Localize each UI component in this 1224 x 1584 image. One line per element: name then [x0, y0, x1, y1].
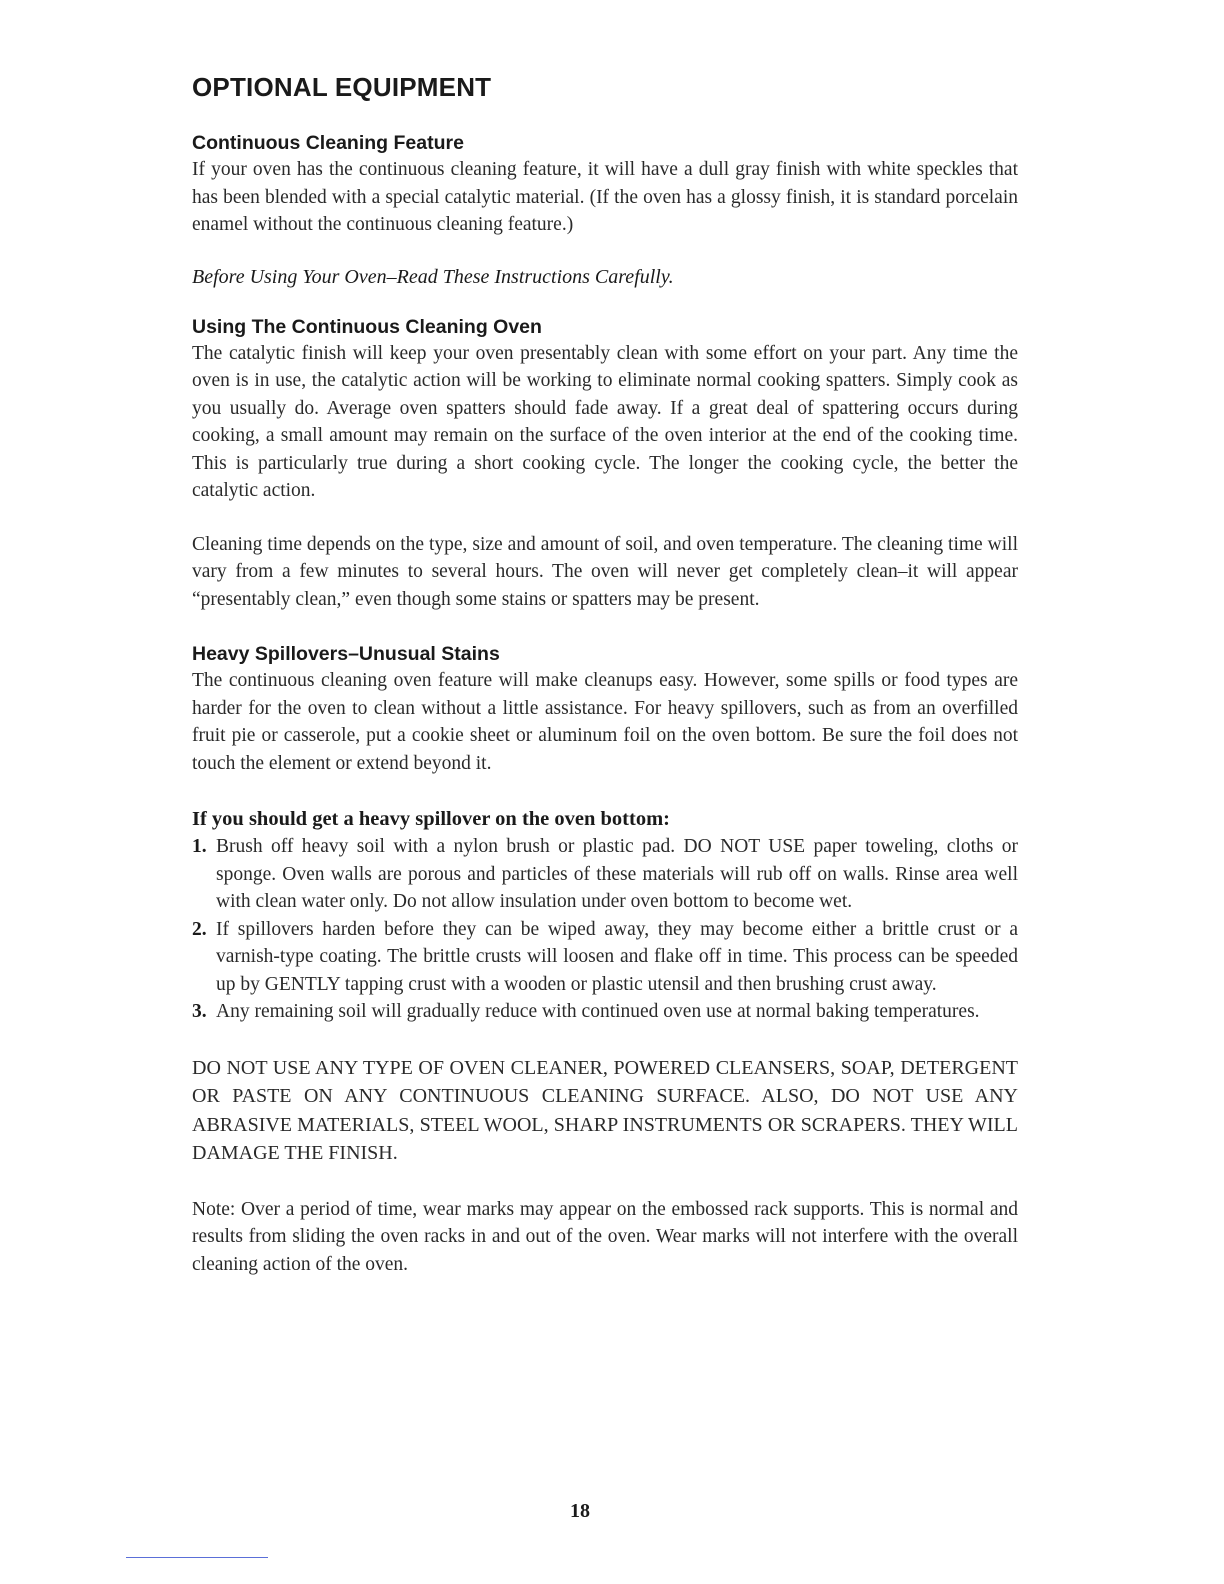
- heavy-spillovers-text: The continuous cleaning oven feature will make cleanups easy. However, some spills or food types are harder for the oven to clean without a little assistance. For heavy spillovers, such as from an overfilled fruit pie or casserole, put a cookie sheet or aluminum foil on the oven bottom. Be sure the foil does not touch the element or extend beyond it.: [192, 670, 1018, 774]
- step-number: 1.: [192, 836, 207, 857]
- using-oven-paragraph-1: The catalytic finish will keep your oven presentably clean with some effort on your part. Any time the oven is in use, the catalytic action will be working to eliminate normal cooking spatters. Simply cook as you usually do. Average oven spatters should fade away. If a great deal of spattering occurs during cooking, a small amount may remain on the surface of the oven interior at the end of the cooking time. This is particularly true during a short cooking cycle. The longer the cooking cycle, the better the catalytic action.: [192, 342, 1018, 501]
- spillover-steps-lead: If you should get a heavy spillover on the oven bottom:: [192, 808, 670, 830]
- continuous-cleaning-heading: Continuous Cleaning Feature: [192, 132, 464, 154]
- heavy-spillovers-heading: Heavy Spillovers–Unusual Stains: [192, 643, 500, 665]
- step-text: If spillovers harden before they can be wiped away, they may become either a brittle crust or a varnish-type coating. The brittle crusts will loosen and flake off in time. This process can be speeded up by GENTLY tapping crust with a wooden or plastic utensil and then brushing crust away.: [216, 918, 1018, 995]
- list-item: [192, 833, 1018, 916]
- page-number: 18: [570, 1500, 590, 1522]
- using-oven-paragraph-2: Cleaning time depends on the type, size and amount of soil, and oven temperature. The cleaning time will vary from a few minutes to several hours. The oven will never get completely clean–it will appear “presentably clean,” even though some stains or spatters may be present.: [192, 533, 1018, 610]
- list-item: [192, 998, 1018, 1026]
- read-instructions-note: Before Using Your Oven–Read These Instructions Carefully.: [192, 265, 674, 288]
- continuous-cleaning-text: If your oven has the continuous cleaning feature, it will have a dull gray finish with white speckles that has been blended with a special catalytic material. (If the oven has a glossy finish, it is standard porcelain enamel without the continuous cleaning feature.): [192, 159, 1018, 235]
- document-page: [192, 70, 1018, 1278]
- wear-marks-note: Note: Over a period of time, wear marks may appear on the embossed rack supports. This is normal and results from sliding the oven racks in and out of the oven. Wear marks will not interfere with the overall cleaning action of the oven.: [192, 1198, 1018, 1275]
- step-number: 3.: [192, 1001, 207, 1022]
- list-item: [192, 916, 1018, 999]
- spillover-steps-list: [192, 833, 1018, 1026]
- step-number: 2.: [192, 918, 207, 940]
- step-text: Brush off heavy soil with a nylon brush or plastic pad. DO NOT USE paper toweling, cloths or sponge. Oven walls are porous and particles of these materials will rub off on walls. Rinse area well with clean water only. Do not allow insulation under oven bottom to become wet.: [216, 836, 1018, 912]
- corner-divider-line: [126, 1557, 268, 1558]
- using-oven-heading: Using The Continuous Cleaning Oven: [192, 315, 542, 338]
- warning-text: DO NOT USE ANY TYPE OF OVEN CLEANER, POWERED CLEANSERS, SOAP, DETERGENT OR PASTE ON ANY CONTINUOUS CLEANING SURFACE. ALSO, DO NOT USE ANY ABRASIVE MATERIALS, STEEL WOOL, SHARP INSTRUMENTS OR SCRAPERS. THEY WILL DAMAGE THE FINISH.: [192, 1056, 1018, 1164]
- step-text: Any remaining soil will gradually reduce with continued oven use at normal baking temperatures.: [216, 1001, 980, 1022]
- page-title: OPTIONAL EQUIPMENT: [192, 72, 492, 102]
